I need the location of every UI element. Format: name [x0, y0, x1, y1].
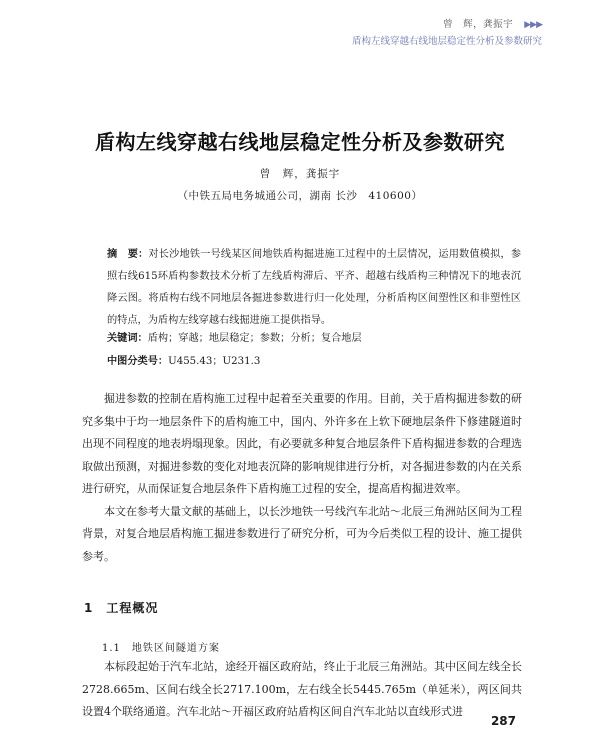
keywords-label: 关键词：	[107, 333, 148, 344]
section1-body	[82, 656, 522, 724]
paper-affiliation: （中铁五局电务城通公司，湖南 长沙 410600）	[177, 190, 423, 202]
abstract-text: 对长沙地铁一号线某区间地铁盾构掘进施工过程中的土层情况，运用数值模拟，参照右线615环盾构参数技术分析了左线盾构滞后、平齐、超越右线盾构三种情况下的地表沉降云图。将盾构右线不同地层各掘进参数进行归一化处理，分析盾构区间塑性区和非塑性区的特点，为盾构左线穿越右线掘进施工提供指导。	[107, 249, 522, 326]
subsection-heading: 1.1 地铁区间隧道方案	[102, 643, 220, 654]
paper-title: 盾构左线穿越右线地层稳定性分析及参数研究	[95, 130, 505, 154]
introduction	[82, 388, 522, 568]
keywords-text: 盾构；穿越；地层稳定；参数；分析；复合地层	[147, 333, 362, 344]
running-head-authors: 曾 辉，龚振宇	[443, 19, 514, 30]
paper-authors: 曾 辉，龚振宇	[259, 168, 341, 180]
running-head-title: 盾构左线穿越右线地层稳定性分析及参数研究	[351, 36, 542, 47]
abstract	[107, 244, 521, 332]
abstract-label: 摘 要：	[107, 249, 149, 260]
section-heading: 1 工程概况	[84, 601, 159, 615]
classification-text: U455.43；U231.3	[168, 356, 261, 367]
classification-label: 中图分类号：	[107, 356, 169, 367]
running-head	[352, 12, 542, 47]
page-number: 287	[490, 714, 516, 728]
intro-paragraph: 掘进参数的控制在盾构施工过程中起着至关重要的作用。目前，关于盾构掘进参数的研究多集中于均一地层条件下的盾构施工中，国内、外许多在上软下硬地层条件下修建隧道时出现不同程度的地表坍塌现象。因此，有必要就多种复合地层条件下盾构掘进参数的合理选取做出预测，对掘进参数的变化对地表沉降的影响规律进行分析，对各掘进参数的内在关系进行研究，从而保证复合地层条件下盾构施工过程的安全，提高盾构掘进效率。	[82, 392, 522, 495]
keywords	[107, 329, 527, 344]
running-head-authors-line	[352, 12, 542, 31]
intro-paragraph: 本文在参考大量文献的基础上，以长沙地铁一号线汽车北站～北辰三角洲站区间为工程背景，对复合地层盾构施工掘进参数进行了研究分析，可为今后类似工程的设计、施工提供参考。	[82, 504, 522, 563]
section1-paragraph: 本标段起始于汽车北站，途经开福区政府站，终止于北辰三角洲站。其中区间左线全长2728.665m、区间右线全长2717.100m，左右线全长5445.765m（单延米），两区间共设置4个联络通道。汽车北站～开福区政府站盾构区间自汽车北站以直线形式进	[82, 660, 522, 718]
classification	[107, 352, 527, 367]
running-head-arrows-icon: ▶▶▶	[524, 20, 542, 30]
